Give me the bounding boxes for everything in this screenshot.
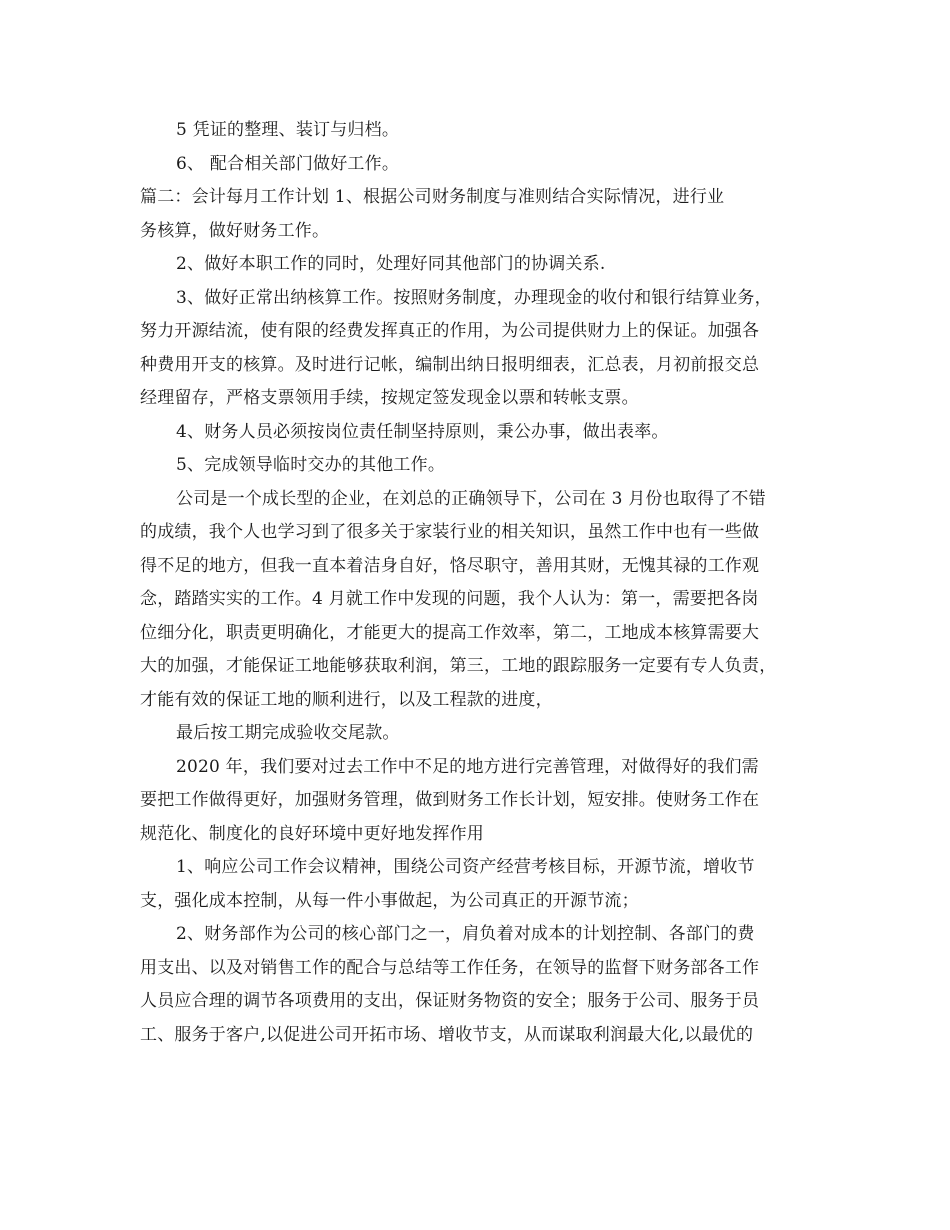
text-line: 1、响应公司工作会议精神，围绕公司资产经营考核目标，开源节流，增收节 [176, 857, 755, 877]
text-line: 6、 配合相关部门做好工作。 [176, 153, 400, 174]
text-line: 5 凭证的整理、装订与归档。 [176, 120, 400, 140]
text-line: 位细分化，职责更明确化，才能更大的提高工作效率，第二，工地成本核算需要大 [140, 622, 760, 643]
text-line: 2、财务部作为公司的核心部门之一，肩负着对成本的计划控制、各部门的费 [176, 924, 755, 944]
text-line: 支，强化成本控制，从每一件小事做起，为公司真正的开源节流； [140, 890, 639, 911]
section-heading-line: 篇二：会计每月工作计划 1、根据公司财务制度与准则结合实际情况，进行业 [140, 187, 725, 207]
text-line: 务核算，做好财务工作。 [140, 220, 330, 241]
text-line: 的成绩，我个人也学习到了很多关于家装行业的相关知识，虽然工作中也有一些做 [140, 522, 760, 542]
document-body [140, 114, 820, 1052]
text-line: 经理留存，严格支票领用手续，按规定签发现金以票和转帐支票。 [140, 388, 639, 408]
text-line: 规范化、制度化的良好环境中更好地发挥作用 [140, 823, 484, 844]
text-line: 用支出、以及对销售工作的配合与总结等工作任务，在领导的监督下财务部各工作 [140, 957, 760, 978]
text-line: 4、财务人员必须按岗位责任制坚持原则，秉公办事，做出表率。 [176, 421, 669, 442]
text-line: 努力开源结流，使有限的经费发挥真正的作用，为公司提供财力上的保证。加强各 [140, 321, 760, 341]
text-line: 种费用开支的核算。及时进行记帐，编制出纳日报明细表，汇总表，月初前报交总 [140, 354, 760, 375]
text-line: 要把工作做得更好，加强财务管理，做到财务工作长计划，短安排。使财务工作在 [140, 790, 760, 810]
text-line: 3、做好正常出纳核算工作。按照财务制度，办理现金的收付和银行结算业务， [176, 287, 772, 308]
text-line: 2、做好本职工作的同时，处理好同其他部门的协调关系. [176, 254, 606, 274]
text-line: 大的加强，才能保证工地能够获取利润，第三，工地的跟踪服务一定要有专人负责， [140, 656, 777, 676]
text-line: 公司是一个成长型的企业，在刘总的正确领导下，公司在 3 月份也取得了不错 [176, 488, 766, 509]
text-line: 才能有效的保证工地的顺利进行，以及工程款的进度， [140, 689, 553, 710]
text-line: 最后按工期完成验收交尾款。 [176, 723, 400, 743]
text-line: 工、服务于客户,以促进公司开拓市场、增收节支，从而谋取利润最大化,以最优的 [140, 1024, 754, 1045]
text-line: 2020 年，我们要对过去工作中不足的地方进行完善管理，对做得好的我们需 [176, 756, 759, 777]
text-line: 得不足的地方，但我一直本着洁身自好，恪尽职守，善用其财，无愧其禄的工作观 [140, 555, 760, 576]
text-line: 人员应合理的调节各项费用的支出，保证财务物资的安全；服务于公司、服务于员 [140, 991, 760, 1011]
text-line: 念，踏踏实实的工作。4 月就工作中发现的问题，我个人认为：第一，需要把各岗 [140, 589, 759, 609]
text-line: 5、完成领导临时交办的其他工作。 [176, 455, 446, 475]
